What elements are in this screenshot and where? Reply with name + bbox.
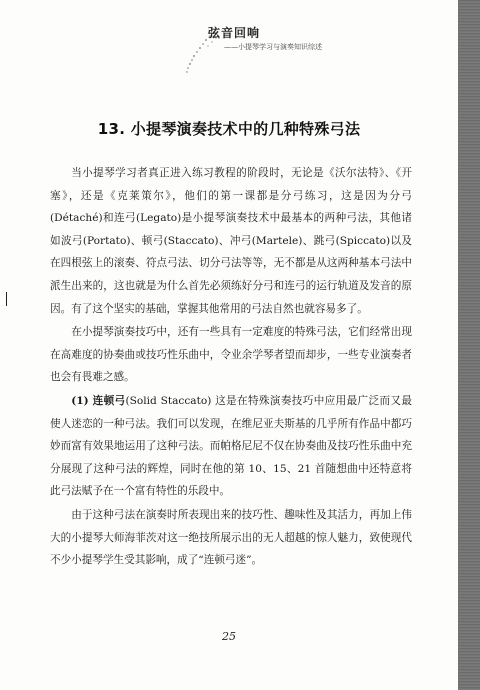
chapter-title: 13. 小提琴演奏技术中的几种特殊弓法 [97, 120, 361, 138]
header-subtitle: ——小提琴学习与演奏知识综述 [224, 43, 322, 51]
term-solid-staccato: (1) 连顿弓 [71, 394, 126, 407]
scan-edge-mark [6, 292, 7, 306]
body-text [50, 162, 412, 572]
page-number: 25 [222, 630, 236, 643]
paragraph-1: 当小提琴学习者真正进入练习教程的阶段时，无论是《沃尔法特》、《开塞》，还是《克莱策尔》，他们的第一课都是分弓练习，这是因为分弓(Détaché)和连弓(Legato)是小提琴演奏技术中最基本的两种弓法，其他诸如波弓(Portato)、顿弓(Staccato)、冲弓(Martele)、跳弓(Spiccato)以及在四根弦上的滚奏、符点弓法、切分弓法等等，无不都是从这两种基本弓法中派生出来的，这也就是为什么首先必须练好分弓和连弓的运行轨道及发音的原因。有了这个坚实的基础，掌握其他常用的弓法自然也就容易多了。 [50, 167, 412, 315]
paragraph-2: 在小提琴演奏技巧中，还有一些具有一定难度的特殊弓法，它们经常出现在高难度的协奏曲或技巧性乐曲中，令业余学琴者望而却步，一些专业演奏者也会有畏难之感。 [50, 326, 412, 384]
paragraph-4: 由于这种弓法在演奏时所表现出来的技巧性、趣味性及其活力，再加上伟大的小提琴大师海菲茨对这一绝技所展示出的无人超越的惊人魅力，致使现代不少小提琴学生受其影响，成了“连顿弓迷”。 [50, 508, 412, 567]
running-header [184, 24, 364, 64]
header-title: 弦音回响 [208, 26, 261, 40]
scan-shadow-edge [458, 0, 480, 690]
paragraph-3: (1) 连顿弓(Solid Staccato) 这是在特殊演奏技巧中应用最广泛而又最使人迷恋的一种弓法。我们可以发现，在维尼亚夫斯基的几乎所有作品中都巧妙而富有效果地运用了这种弓法。而帕格尼尼不仅在协奏曲及技巧性乐曲中充分展现了这种弓法的辉煌，同时在他的第 10、15、21 首随想曲中还特意将此弓法赋予在一个富有特性的乐段中。 [50, 394, 412, 498]
